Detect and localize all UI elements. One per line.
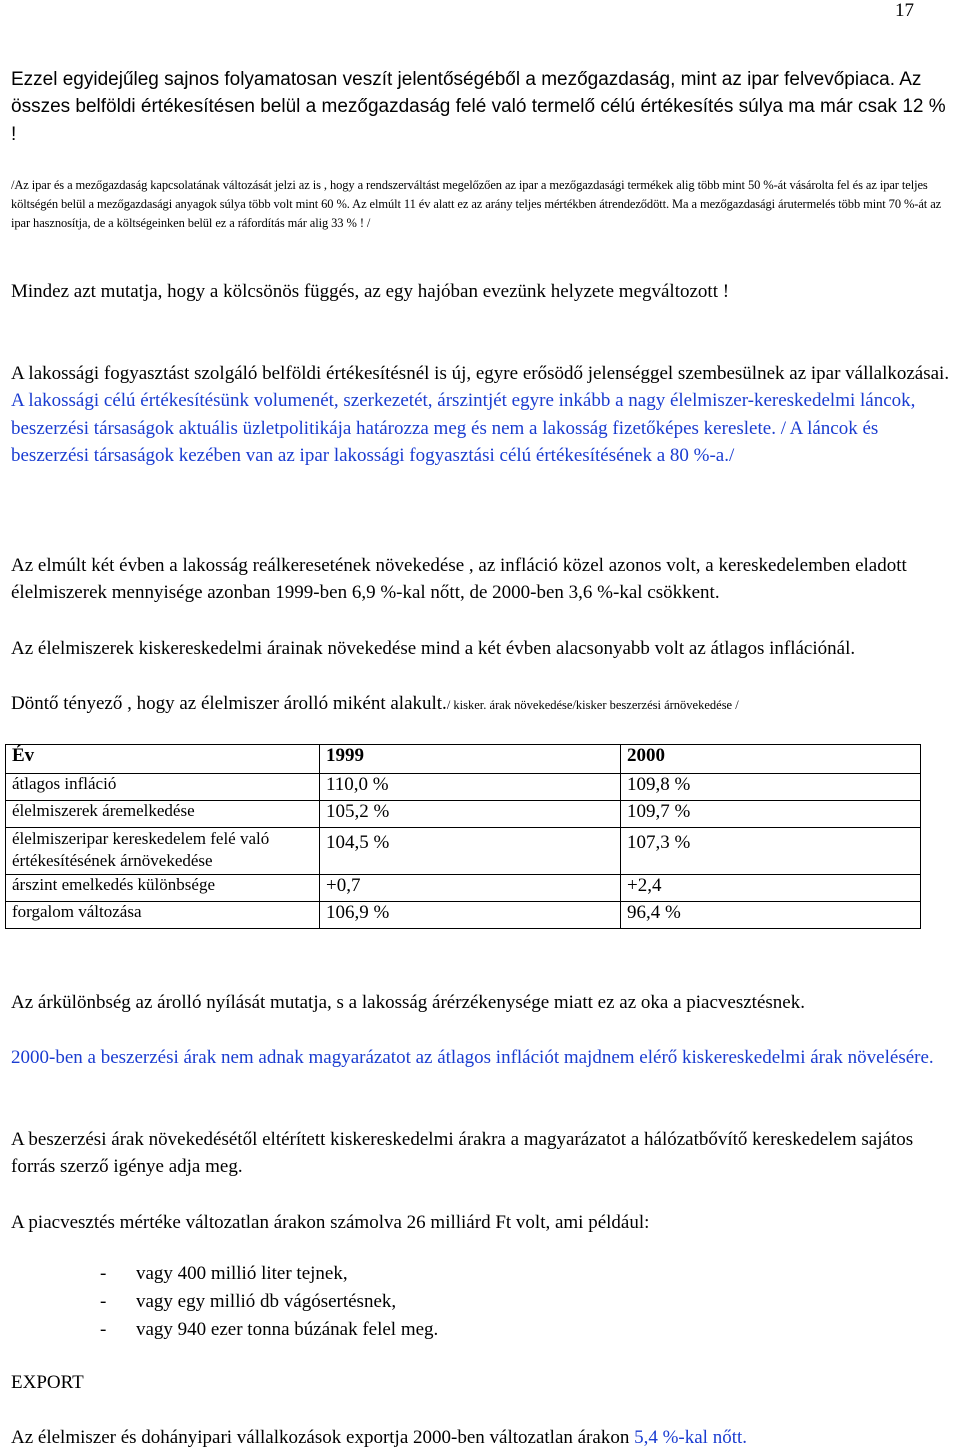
export-text: Az élelmiszer és dohányipari vállalkozások exportja 2000-ben változatlan árakon	[11, 1427, 635, 1448]
value-1999: +0,7	[320, 875, 621, 902]
table-header-row	[6, 745, 921, 774]
list-item: - vagy egy millió db vágósertésnek,	[100, 1291, 397, 1312]
value-2000: +2,4	[621, 875, 921, 902]
paragraph-purchase-prices-highlight: 2000-ben a beszerzési árak nem adnak magyarázatot az átlagos inflációt majdnem elérő kiskereskedelmi árak növelésére.	[11, 1047, 934, 1068]
paragraph-food-prices: Az élelmiszerek kiskereskedelmi árainak növekedése mind a két évben alacsonyabb volt az átlagos inflációnál.	[11, 638, 856, 659]
value-2000: 109,8 %	[621, 774, 921, 801]
table-row	[6, 828, 921, 875]
paragraph-mutual-dependence: Mindez azt mutatja, hogy a kölcsönös függés, az egy hajóban evezünk helyzete megváltozott !	[11, 281, 730, 302]
row-label: árszint emelkedés különbsége	[6, 875, 320, 902]
market-loss-list	[100, 1260, 438, 1344]
row-label: élelmiszeripar kereskedelem felé való értékesítésének árnövekedése	[6, 828, 320, 875]
header-year: Év	[6, 745, 320, 774]
value-1999: 104,5 %	[320, 828, 621, 875]
row-label: átlagos infláció	[6, 774, 320, 801]
paragraph-network-expansion: A beszerzési árak növekedésétől eltérített kiskereskedelmi árakra a magyarázatot a hálózatbővítő kereskedelem sajátos forrás szerző igénye adja meg.	[11, 1129, 914, 1178]
value-1999: 105,2 %	[320, 801, 621, 828]
value-1999: 110,0 %	[320, 774, 621, 801]
row-label: élelmiszerek áremelkedése	[6, 801, 320, 828]
table-row	[6, 801, 921, 828]
table-row	[6, 902, 921, 929]
paragraph-real-income: Az elmúlt két évben a lakosság reálkeresetének növekedése , az infláció közel azonos volt, a kereskedelemben eladott élelmiszerek mennyisége azonban 1999-ben 6,9 %-kal nőtt, de 2000-ben 3,6 %-kal csökkent.	[11, 555, 907, 604]
header-2000: 2000	[621, 745, 921, 774]
paragraph-price-gap: Az árkülönbség az árolló nyílását mutatja, s a lakosság árérzékenysége miatt ez az oka a piacvesztésnek.	[11, 992, 805, 1013]
value-2000: 96,4 %	[621, 902, 921, 929]
table-row	[6, 774, 921, 801]
price-scissors-note: / kisker. árak növekedése/kisker beszerzési árnövekedése /	[446, 698, 739, 712]
section-retail-chains	[11, 360, 953, 470]
value-2000: 109,7 %	[621, 801, 921, 828]
row-label: forgalom változása	[6, 902, 320, 929]
price-table	[5, 744, 921, 929]
paragraph-price-scissors	[11, 690, 953, 719]
paragraph-market-loss: A piacvesztés mértéke változatlan árakon számolva 26 milliárd Ft volt, ami például:	[11, 1212, 650, 1233]
paragraph-agriculture-market: Ezzel egyidejűleg sajnos folyamatosan veszít jelentőségéből a mezőgazdaság, mint az ipar felvevőpiaca. Az összes belföldi értékesítésen belül a mezőgazdaság felé való termelő célú értékesítés súlya ma már csak 12 % !	[11, 69, 946, 145]
paragraph-export	[11, 1424, 953, 1451]
note-industry-agriculture: /Az ipar és a mezőgazdaság kapcsolatának változását jelzi az is , hogy a rendszerváltást megelőzően az ipar a mezőgazdasági termékek alig több mint 50 %-át vásárolta fel és az ipar teljes költségén belül a mezőgazdasági anyagok súlya több volt mint 60 %. Az elmúlt 11 év alatt ez az arány teljes mértékben átrendeződött. Ma a mezőgazdasági árutermelés több mint 70 %-át az ipar hasznosítja, de a költségeinken belül ez a ráfordítás már alig 33 % ! /	[11, 178, 942, 230]
export-growth-highlight: 5,4 %-kal nőtt.	[634, 1427, 748, 1448]
export-heading: EXPORT	[11, 1372, 84, 1393]
list-item: - vagy 940 ezer tonna búzának felel meg.	[100, 1319, 439, 1340]
value-2000: 107,3 %	[621, 828, 921, 875]
list-item: - vagy 400 millió liter tejnek,	[100, 1263, 348, 1284]
value-1999: 106,9 %	[320, 902, 621, 929]
price-scissors-text: Döntő tényező , hogy az élelmiszer árolló miként alakult.	[11, 693, 447, 714]
header-1999: 1999	[320, 745, 621, 774]
table-row	[6, 875, 921, 902]
paragraph-retail-chains-highlight: A lakossági célú értékesítésünk volumenét, szerkezetét, árszintjét egyre inkább a nagy élelmiszer-kereskedelmi láncok, beszerzési társaságok aktuális üzletpolitikája határozza meg és nem a lakosság fizetőképes kereslete. / A láncok és beszerzési társaságok kezében van az ipar lakossági fogyasztási célú értékesítésének a 80 %-a./	[11, 390, 916, 467]
paragraph-domestic-sales: A lakossági fogyasztást szolgáló belföldi értékesítésnél is új, egyre erősödő jelenséggel szembesülnek az ipar vállalkozásai.	[11, 363, 950, 384]
page-number: 17	[895, 0, 914, 21]
